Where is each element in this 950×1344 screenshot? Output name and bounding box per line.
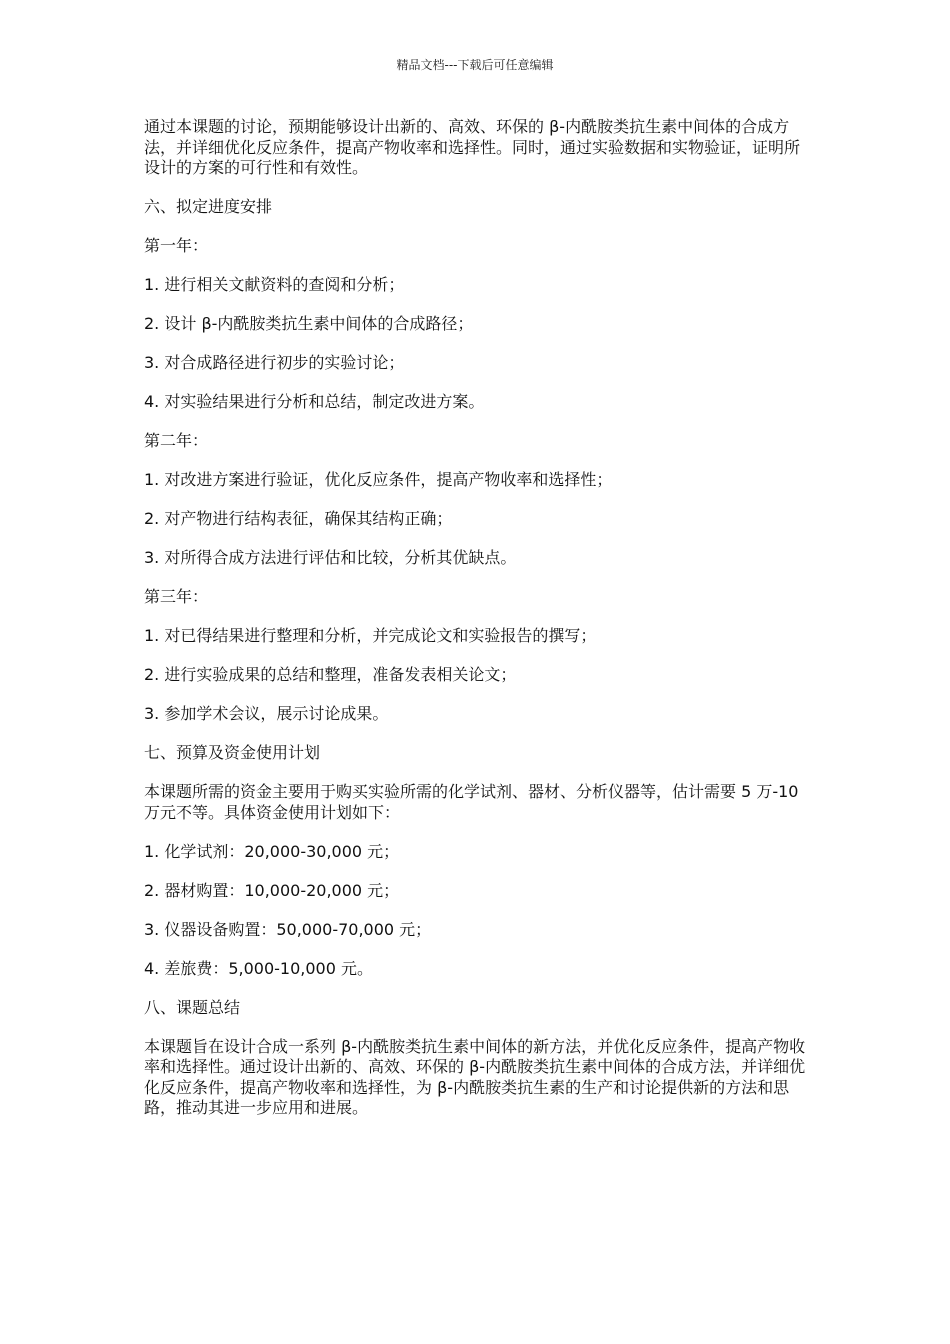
list-item: 3. 仪器设备购置：50,000-70,000 元；	[144, 919, 432, 939]
list-item: 1. 进行相关文献资料的查阅和分析；	[144, 275, 405, 294]
document-body	[144, 117, 808, 1137]
list-item: 2. 对产物进行结构表征，确保其结构正确；	[144, 509, 453, 528]
paragraph-expected-results: 通过本课题的讨论，预期能够设计出新的、高效、环保的 β-内酰胺类抗生素中间体的合成方法，并详细优化反应条件，提高产物收率和选择性。同时，通过实验数据和实物验证，证明所设计的方案的可行性和有效性。	[144, 117, 801, 177]
list-item: 2. 器材购置：10,000-20,000 元；	[144, 880, 400, 900]
section-heading-summary: 八、课题总结	[144, 997, 241, 1017]
list-item: 1. 化学试剂：20,000-30,000 元；	[144, 841, 400, 861]
page-header: 精品文档---下载后可任意编辑	[396, 58, 554, 72]
list-item: 3. 对所得合成方法进行评估和比较，分析其优缺点。	[144, 548, 517, 567]
year-two-label: 第二年：	[144, 431, 209, 450]
paragraph-budget-intro: 本课题所需的资金主要用于购买实验所需的化学试剂、器材、分析仪器等，估计需要 5 万-10 万元不等。具体资金使用计划如下：	[144, 782, 799, 822]
list-item: 1. 对已得结果进行整理和分析，并完成论文和实验报告的撰写；	[144, 626, 597, 645]
list-item: 3. 对合成路径进行初步的实验讨论；	[144, 353, 405, 372]
section-heading-budget: 七、预算及资金使用计划	[144, 743, 321, 762]
list-item: 4. 差旅费：5,000-10,000 元。	[144, 958, 374, 978]
paragraph-summary: 本课题旨在设计合成一系列 β-内酰胺类抗生素中间体的新方法，并优化反应条件，提高产物收率和选择性。通过设计出新的、高效、环保的 β-内酰胺类抗生素中间体的合成方法，并详细优化反应条件，提高产物收率和选择性，为 β-内酰胺类抗生素的生产和讨论提供新的方法和思路，推动其进一步应用和进展。	[144, 1036, 806, 1117]
list-item: 3. 参加学术会议，展示讨论成果。	[144, 704, 389, 723]
section-heading-schedule: 六、拟定进度安排	[144, 197, 273, 216]
year-one-label: 第一年：	[144, 236, 209, 255]
list-item: 2. 设计 β-内酰胺类抗生素中间体的合成路径；	[144, 314, 474, 333]
list-item: 1. 对改进方案进行验证，优化反应条件，提高产物收率和选择性；	[144, 470, 613, 489]
year-three-label: 第三年：	[144, 587, 209, 606]
list-item: 4. 对实验结果进行分析和总结，制定改进方案。	[144, 392, 485, 411]
list-item: 2. 进行实验成果的总结和整理，准备发表相关论文；	[144, 665, 517, 684]
